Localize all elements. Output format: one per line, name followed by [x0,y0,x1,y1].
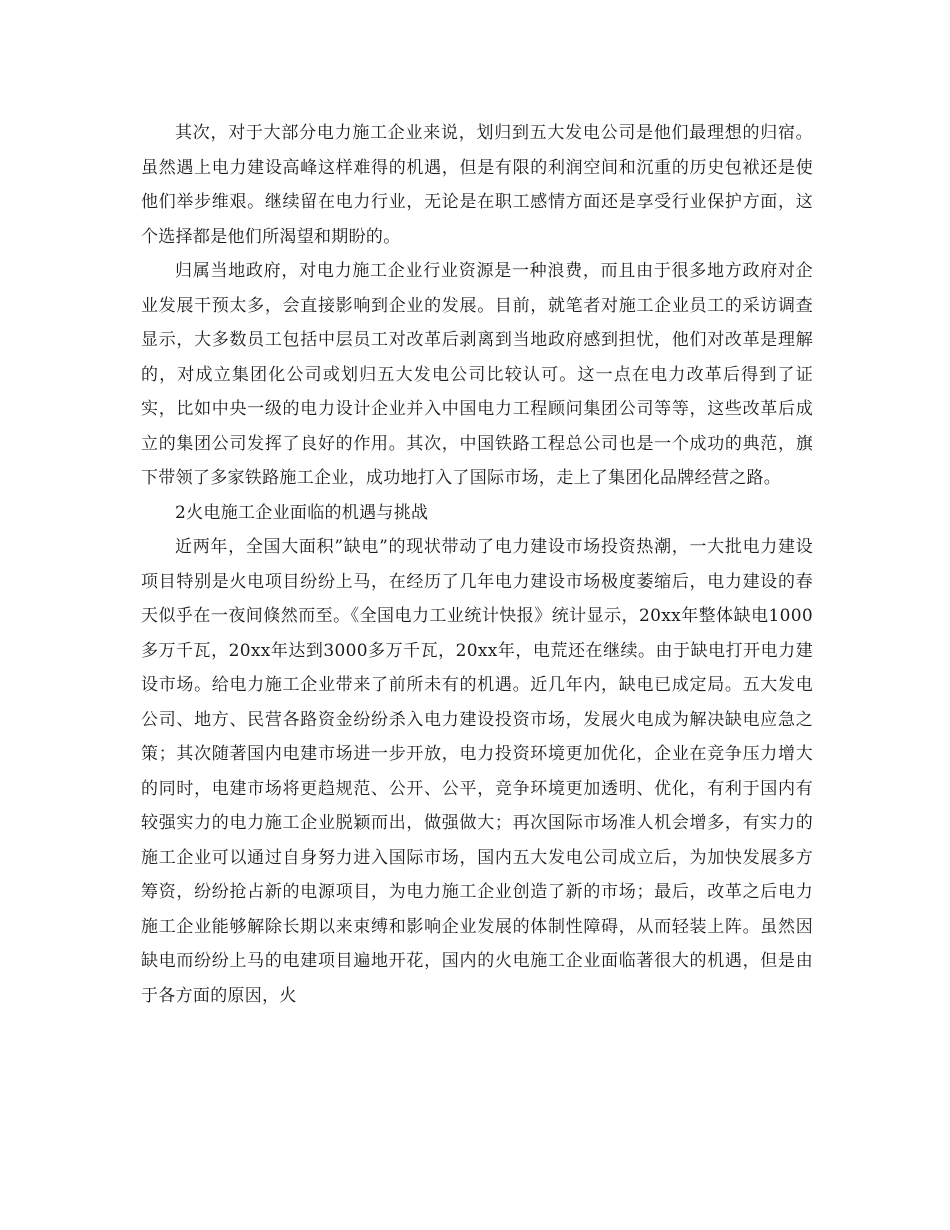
paragraph-3: 近两年，全国大面积”缺电”的现状带动了电力建设市场投资热潮，一大批电力建设项目特别是火电项目纷纷上马，在经历了几年电力建设市场极度萎缩后，电力建设的春天似乎在一夜间倏然而至。《全国电力工业统计快报》统计显示，20xx年整体缺电1000多万千瓦，20xx年达到3000多万千瓦，20xx年，电荒还在继续。由于缺电打开电力建设市场。给电力施工企业带来了前所未有的机遇。近几年内，缺电已成定局。五大发电公司、地方、民营各路资金纷纷杀入电力建设投资市场，发展火电成为解决缺电应急之策；其次随著国内电建市场进一步开放，电力投资环境更加优化，企业在竞争压力增大的同时，电建市场将更趋规范、公开、公平，竞争环境更加透明、优化，有利于国内有较强实力的电力施工企业脱颖而出，做强做大；再次国际市场准人机会增多，有实力的施工企业可以通过自身努力进入国际市场，国内五大发电公司成立后，为加快发展多方筹资，纷纷抢占新的电源项目，为电力施工企业创造了新的市场；最后，改革之后电力施工企业能够解除长期以来束缚和影响企业发展的体制性障碍，从而轻装上阵。虽然因缺电而纷纷上马的电建项目遍地开花，国内的火电施工企业面临著很大的机遇，但是由于各方面的原因，火 [141,537,813,1006]
paragraph-2: 归属当地政府，对电力施工企业行业资源是一种浪费，而且由于很多地方政府对企业发展干预太多，会直接影响到企业的发展。目前，就笔者对施工企业员工的采访调查显示，大多数员工包括中层员工对改革后剥离到当地政府感到担忧，他们对改革是理解的，对成立集团化公司或划归五大发电公司比较认可。这一点在电力改革后得到了证实，比如中央一级的电力设计企业并入中国电力工程顾问集团公司等等，这些改革后成立的集团公司发挥了良好的作用。其次，中国铁路工程总公司也是一个成功的典范，旗下带领了多家铁路施工企业，成功地打入了国际市场，走上了集团化品牌经营之路。 [141,261,813,488]
section-heading: 2火电施工企业面临的机遇与挑战 [175,502,429,523]
paragraph-1: 其次，对于大部分电力施工企业来说，划归到五大发电公司是他们最理想的归宿。虽然遇上电力建设高峰这样难得的机遇，但是有限的利润空间和沉重的历史包袱还是使他们举步维艰。继续留在电力行业，无论是在职工感情方面还是享受行业保护方面，这个选择都是他们所渴望和期盼的。 [141,123,813,247]
document-body [141,116,813,1013]
